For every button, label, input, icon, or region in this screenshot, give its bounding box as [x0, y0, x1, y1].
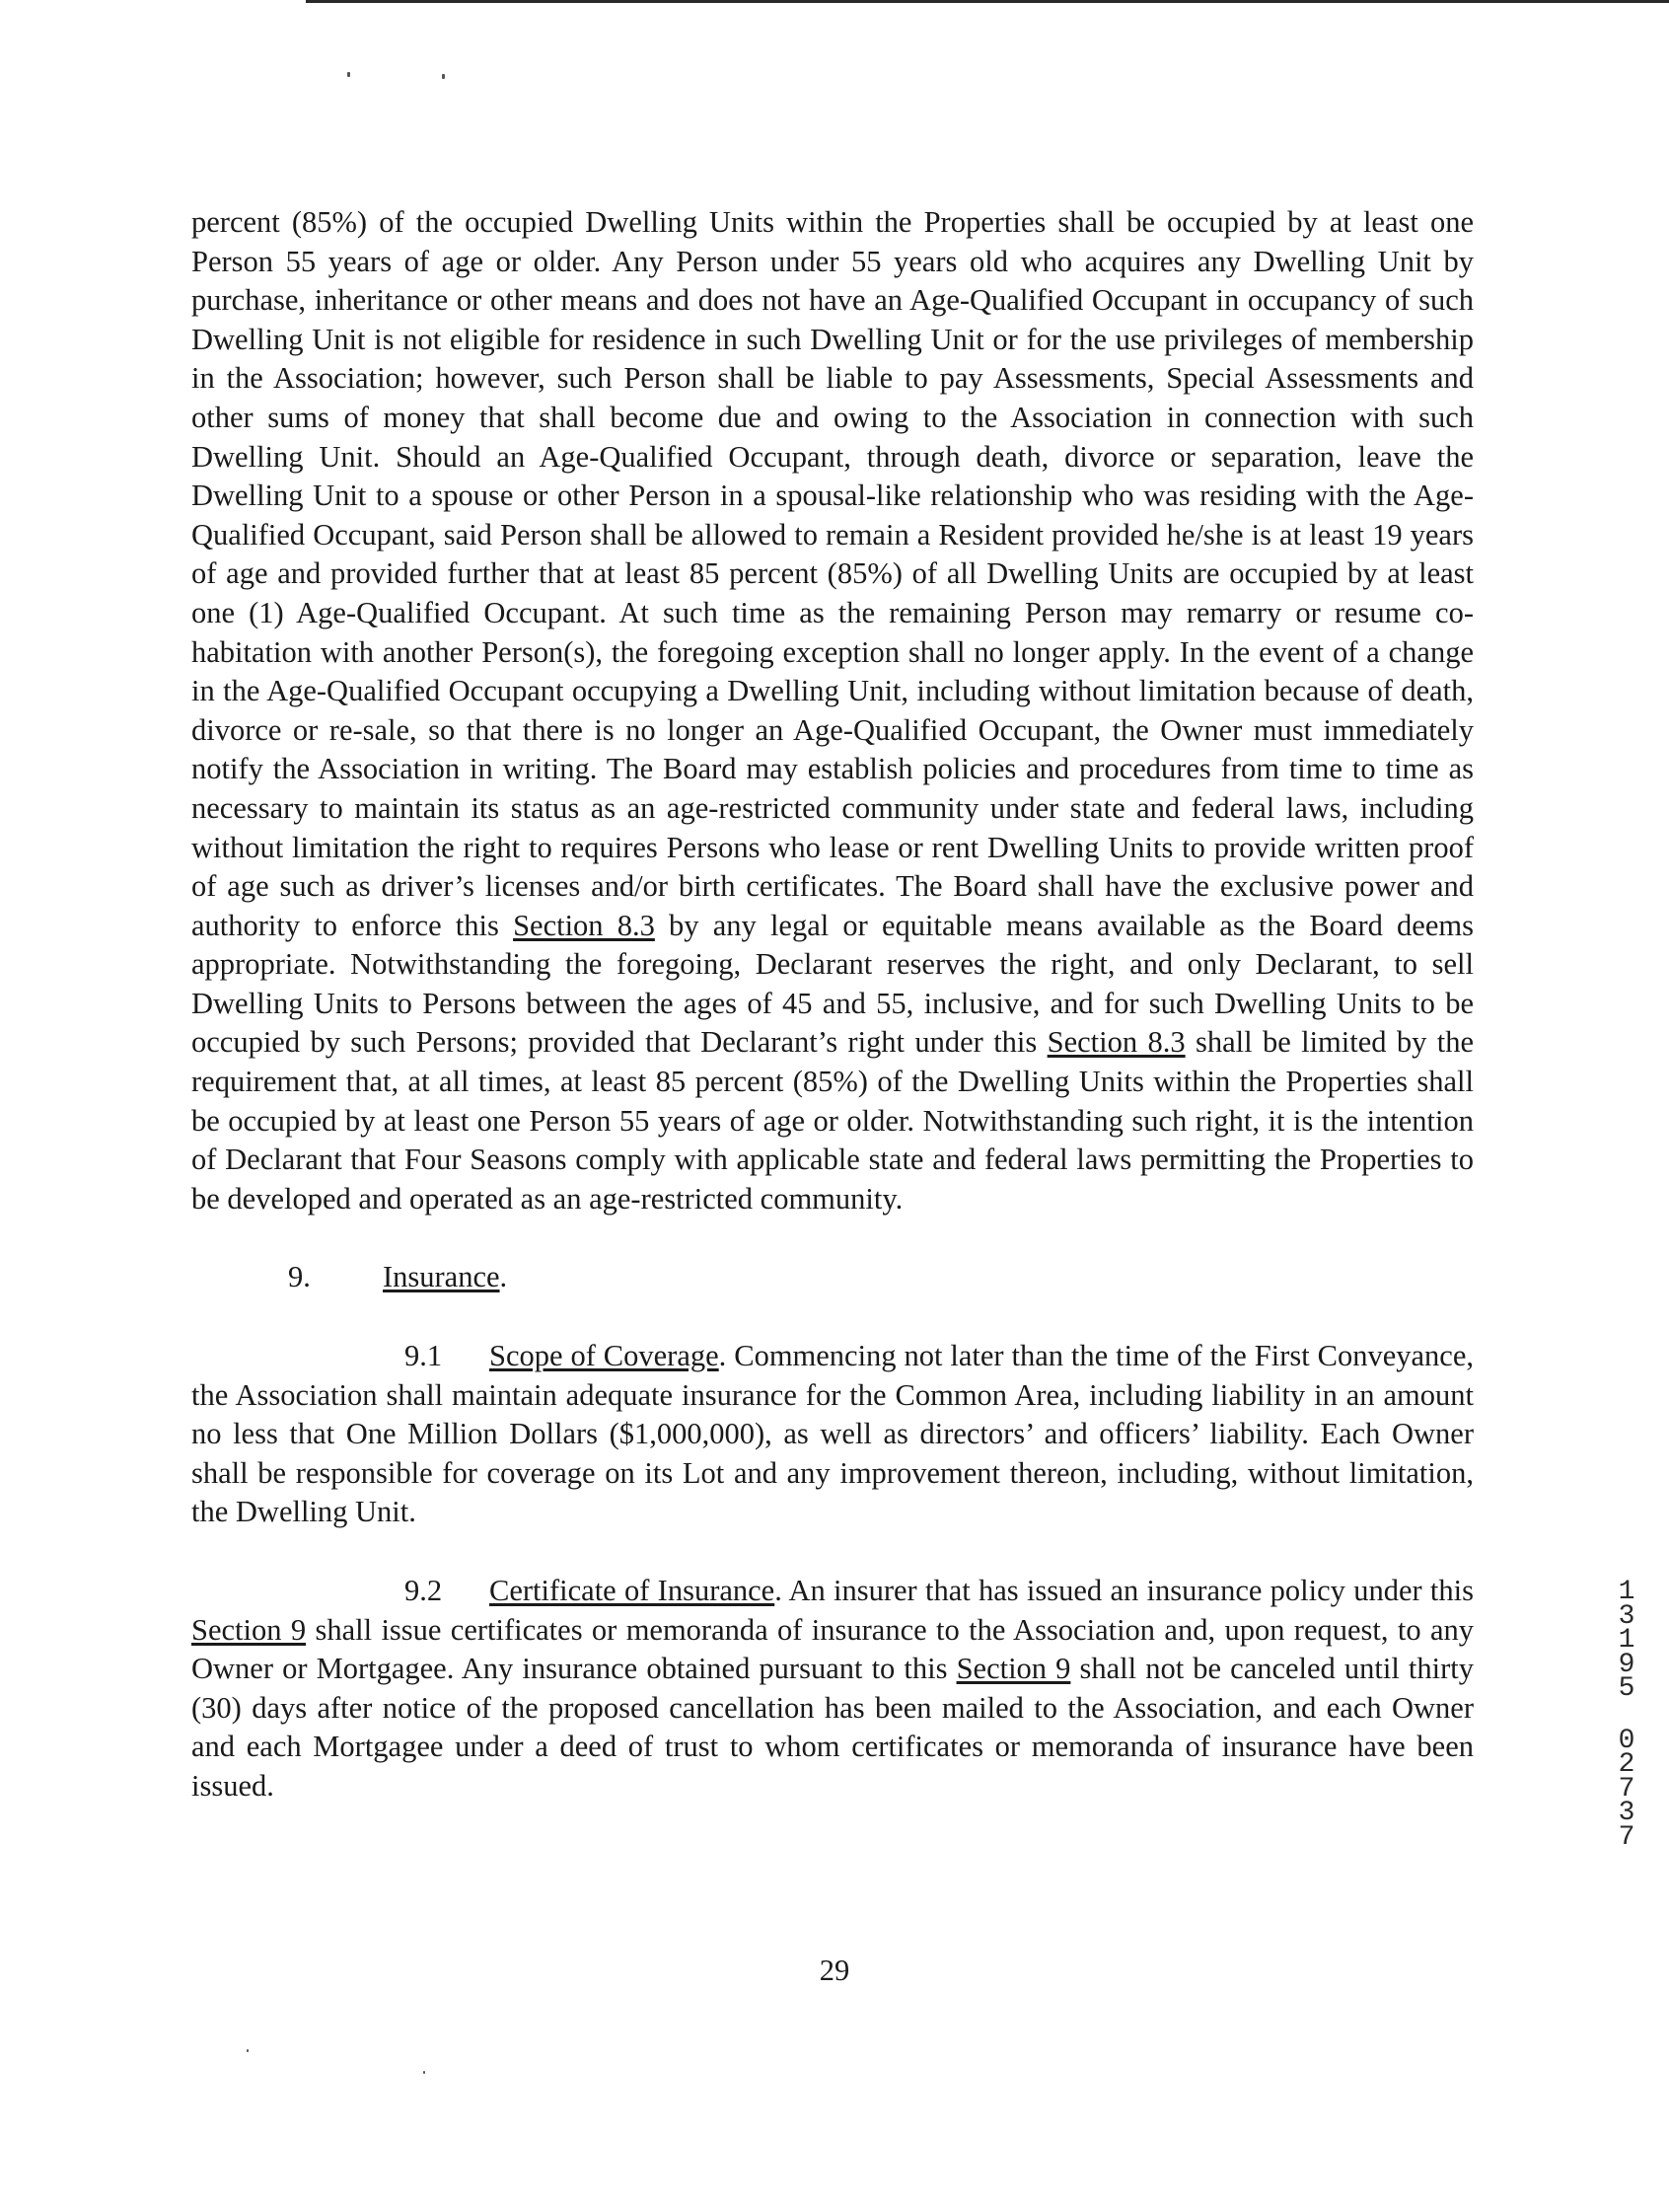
document-body: [191, 203, 1474, 1806]
page-number: 29: [819, 1954, 850, 1987]
continuation-paragraph: [191, 203, 1474, 1218]
scan-speck: [442, 74, 445, 79]
stamp-digit: 7: [1618, 1773, 1635, 1805]
paragraph-text: shall not be canceled until thirty (30) days after notice of the proposed cancellation has been mailed to the Association, and each Owner and each Mortgagee under a deed of trust to whom certificates or memoranda of insurance have been issued.: [191, 1652, 1475, 1803]
stamp-digit: 9: [1618, 1649, 1635, 1680]
subsection-number: 9.2: [404, 1574, 443, 1607]
stamp-digit: 0: [1618, 1725, 1635, 1756]
paragraph-text: percent (85%) of the occupied Dwelling Units within the Properties shall be occupied by at least one Person 55 years of age or older. Any Person under 55 years old who acquires any Dwelling Unit by purchase, inheritance or other means and does not have an Age-Qualified Occupant in occupancy of such Dwelling Unit is not eligible for residence in such Dwelling Unit or for the use privileges of membership in the Association; however, such Person shall be liable to pay Assessments, Special Assessments and other sums of money that shall become due and owing to the Association in connection with such Dwelling Unit. Should an Age-Qualified Occupant, through death, divorce or separation, leave the Dwelling Unit to a spouse or other Person in a spousal-like relationship who was residing with the Age-Qualified Occupant, said Person shall be allowed to remain a Resident provided he/she is at least 19 years of age and provided further that at least 85 percent (85%) of all Dwelling Units are occupied by at least one (1) Age-Qualified Occupant. At such time as the remaining Person may remarry or resume co-habitation with another Person(s), the foregoing exception shall no longer apply. In the event of a change in the Age-Qualified Occupant occupying a Dwelling Unit, including without limitation because of death, divorce or re-sale, so that there is no longer an Age-Qualified Occupant, the Owner must immediately notify the Association in writing. The Board may establish policies and procedures from time to time as necessary to maintain its status as an age-restricted community under state and federal laws, including without limitation the right to requires Persons who lease or rent Dwelling Units to provide written proof of age such as driver’s licenses and/or birth certificates. The Board shall have the exclusive power and authority to enforce this: [191, 205, 1474, 942]
stamp-digit: 2: [1618, 1749, 1635, 1780]
section-reference: Section 8.3: [1047, 1025, 1186, 1060]
scan-edge-line: [306, 0, 1669, 3]
section-title-period: .: [499, 1260, 508, 1294]
stamp-digit: 1: [1618, 1625, 1635, 1656]
scan-speck: [423, 2071, 425, 2074]
section-title: Insurance: [383, 1260, 500, 1294]
paragraph-text: by any legal or equitable means available as the Board deems appropriate. Notwithstanding the foregoing, Declarant reserves the right, and only Declarant, to sell Dwelling Units to Persons between the ages of 45 and 55, inclusive, and for such Dwelling Units to be occupied by such Persons; provided that Declarant’s right under this: [191, 908, 1474, 1060]
subsection-number: 9.1: [404, 1339, 443, 1373]
stamp-digit: 3: [1618, 1798, 1635, 1828]
section-reference: Section 9: [956, 1652, 1071, 1686]
subsection-title: Scope of Coverage: [489, 1339, 719, 1373]
subsection-title: Certificate of Insurance: [489, 1574, 775, 1607]
section-9-1-paragraph: [191, 1337, 1474, 1532]
section-9-2-paragraph: [191, 1572, 1474, 1806]
scan-speck: [247, 2049, 249, 2052]
stamp-digit: 3: [1618, 1600, 1635, 1632]
stamp-digit: 1: [1618, 1577, 1635, 1607]
section-number: 9.: [288, 1260, 311, 1294]
section-reference: Section 8.3: [513, 908, 655, 942]
section-heading-insurance: [191, 1258, 1474, 1297]
recording-stamp: [1612, 1577, 1641, 1853]
section-reference: Section 9: [191, 1612, 307, 1647]
paragraph-text: shall issue certificates or memoranda of insurance to the Association and, upon request, to any Owner or Mortgagee. Any insurance obtained pursuant to this: [191, 1612, 1474, 1686]
scan-speck: [347, 72, 350, 77]
paragraph-text: shall be limited by the requirement that, at all times, at least 85 percent (85%) of the Dwelling Units within the Properties shall be occupied by at least one Person 55 years of age or older. Notwithstanding such right, it is the intention of Declarant that Four Seasons comply with applicable state and federal laws permitting the Properties to be developed and operated as an age-restricted community.: [191, 1025, 1474, 1216]
stamp-digit: 5: [1618, 1673, 1635, 1704]
paragraph-text: . An insurer that has issued an insurance policy under this: [774, 1574, 1474, 1607]
stamp-digit: 7: [1618, 1821, 1635, 1853]
paragraph-text: . Commencing not later than the time of the First Conveyance, the Association shall maintain adequate insurance for the Common Area, including liability in an amount no less that One Million Dollars ($1,000,000), as well as directors’ and officers’ liability. Each Owner shall be responsible for coverage on its Lot and any improvement thereon, including, without limitation, the Dwelling Unit.: [191, 1339, 1475, 1529]
